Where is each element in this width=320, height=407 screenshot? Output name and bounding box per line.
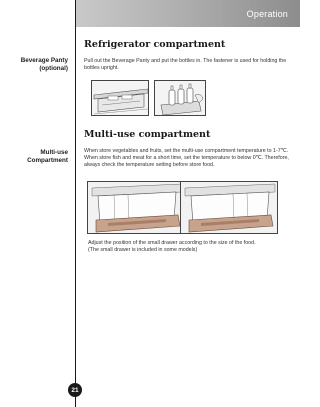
header-band <box>75 0 300 27</box>
beverage-panty-bottles-illustration <box>154 80 206 116</box>
body-refrigerator-compartment: Pull out the Beverage Panty and put the bottles in. The fastener is used for holding the bottles upright. <box>84 58 287 71</box>
multi-use-drawer-after-illustration <box>180 181 278 234</box>
body-multi-use-compartment: When store vegetables and fruits, set the multi-use compartment temperature to 1-7℃. When store fish and meat for a short time, set the temperature to below 0℃. Therefore, always check the temperature setting before store food. <box>84 148 289 168</box>
multi-use-drawer-before-illustration <box>87 181 185 234</box>
heading-multi-use-compartment: Multi-use compartment <box>84 129 211 140</box>
section-label-line1: Beverage Panty <box>20 57 68 64</box>
beverage-panty-shelf-illustration <box>91 80 149 116</box>
drawer-note-line1: Adjust the position of the small drawer according to the size of the food. <box>88 240 256 246</box>
drawer-note-line2: (The small drawer is included in some models) <box>88 247 198 253</box>
section-label-line2: Compartment <box>27 157 68 164</box>
header-title: Operation <box>246 9 288 19</box>
section-label-line1: Multi-use <box>40 149 68 156</box>
margin-rule <box>75 0 76 407</box>
heading-refrigerator-compartment: Refrigerator compartment <box>84 39 226 50</box>
drawer-note <box>88 240 288 254</box>
section-label-line2: (optional) <box>39 65 68 72</box>
section-label-multi-use <box>0 149 68 165</box>
section-label-beverage-panty <box>0 57 68 73</box>
page-number: 21 <box>68 383 82 397</box>
